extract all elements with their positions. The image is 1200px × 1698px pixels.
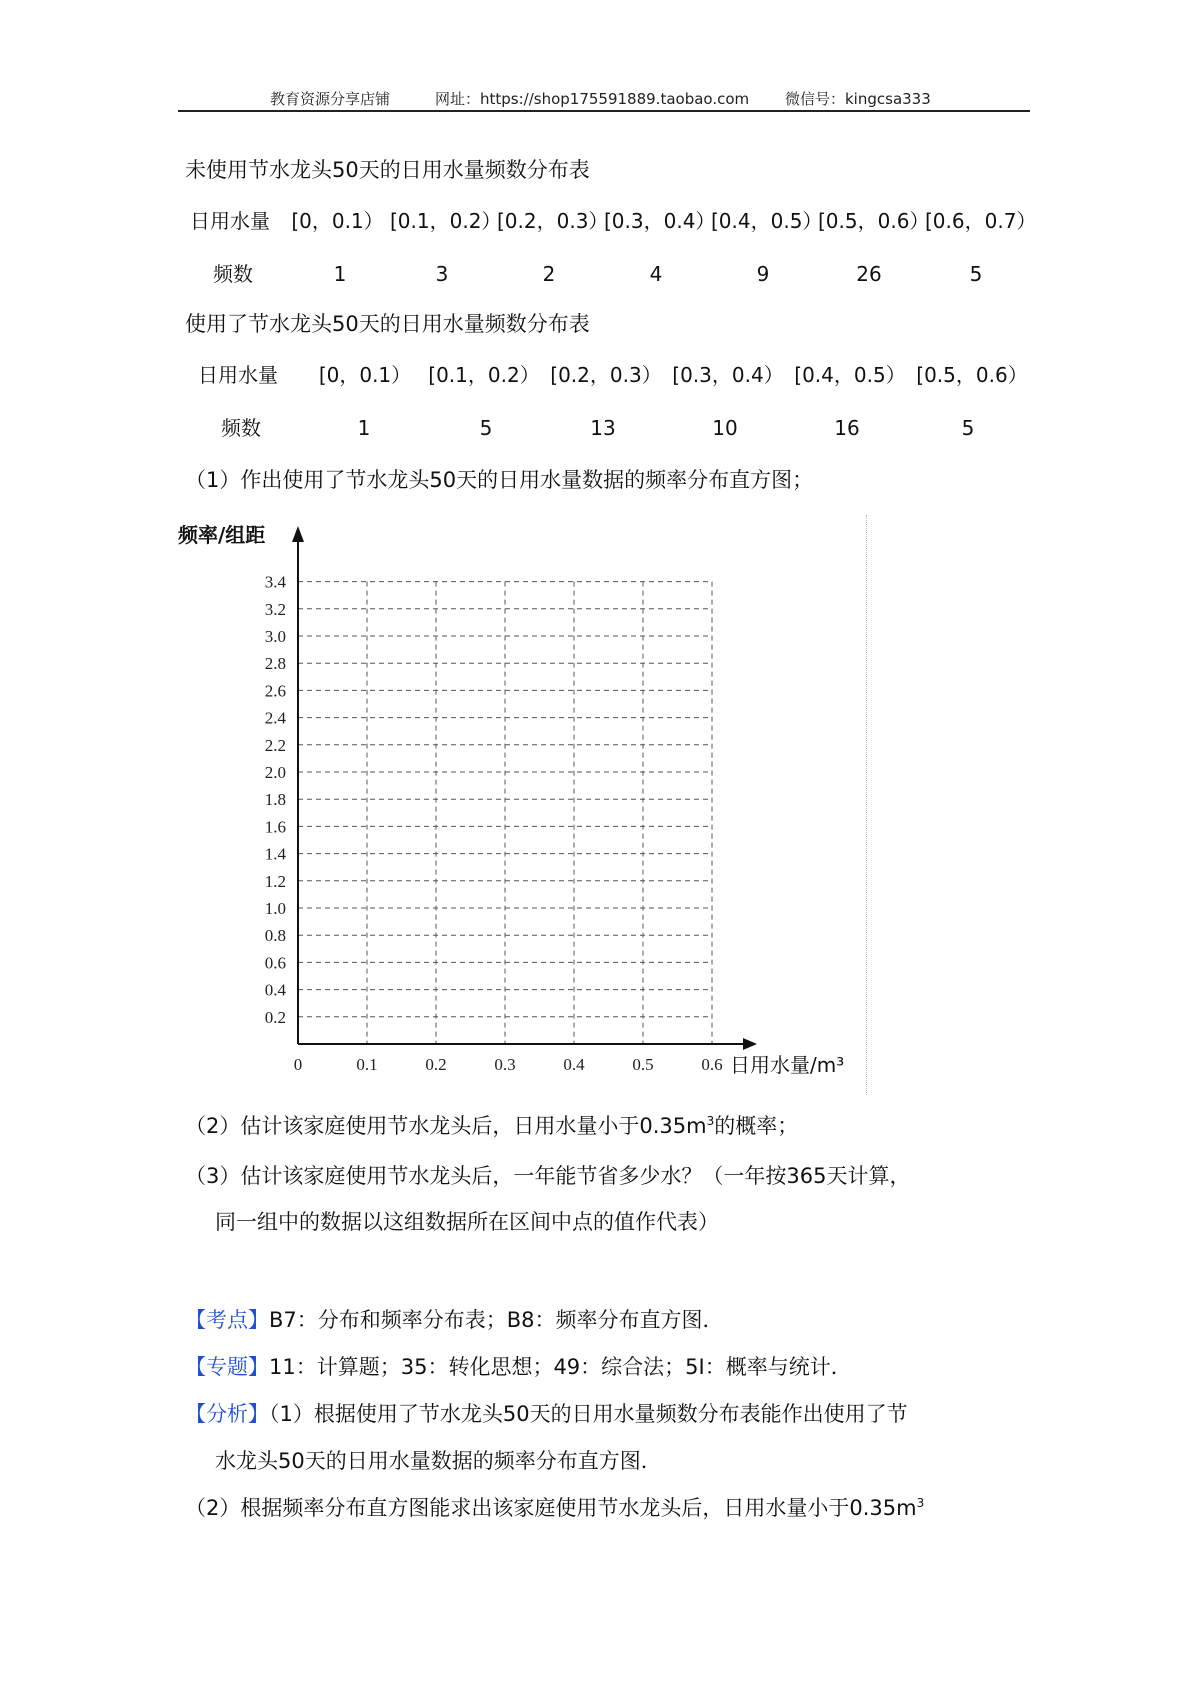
- table1-interval: [0.5，0.6）: [818, 209, 930, 233]
- table2-title: 使用了节水龙头50天的日用水量频数分布表: [185, 312, 590, 336]
- x-tick-label: 0.4: [563, 1055, 585, 1074]
- fenxi-line2: 水龙头50天的日用水量数据的频率分布直方图．: [215, 1449, 662, 1473]
- table1-freq: 2: [542, 262, 556, 286]
- x-tick-label: 0.3: [494, 1055, 516, 1074]
- y-tick-label: 1.8: [264, 790, 286, 810]
- table1-title: 未使用节水龙头50天的日用水量频数分布表: [185, 158, 590, 182]
- table1-interval: [0.2，0.3）: [497, 209, 609, 233]
- header-divider: [178, 110, 1030, 112]
- table2-interval: [0.2，0.3）: [550, 363, 662, 387]
- header-shop: 教育资源分享店铺: [270, 90, 391, 108]
- question-2-text: （2）估计该家庭使用节水龙头后，日用水量小于0.35m: [185, 1114, 707, 1138]
- y-axis-label: 频率/组距: [178, 523, 266, 547]
- table1-freq: 1: [333, 262, 347, 286]
- table2-interval: [0，0.1）: [318, 363, 412, 387]
- x-tick-label: 0.1: [356, 1055, 378, 1074]
- table1-interval: [0，0.1）: [291, 209, 384, 233]
- fenxi-text-1: （1）根据使用了节水龙头50天的日用水量频数分布表能作出使用了节: [269, 1402, 908, 1426]
- histogram-chart: [170, 512, 870, 1092]
- y-tick-label: 1.6: [264, 817, 286, 837]
- question-3-line1: （3）估计该家庭使用节水龙头后，一年能节省多少水？（一年按365天计算，: [185, 1164, 911, 1188]
- question-1: （1）作出使用了节水龙头50天的日用水量数据的频率分布直方图；: [185, 468, 814, 492]
- y-tick-label: 2.6: [264, 681, 286, 701]
- y-tick-label: 3.0: [264, 627, 286, 646]
- y-tick-label: 2.0: [264, 763, 286, 782]
- header-url: 网址：https://shop175591889.taobao.com: [435, 90, 750, 108]
- table2-freq: 16: [834, 416, 860, 440]
- y-tick-label: 0.4: [264, 980, 286, 1000]
- table1-interval: [0.3，0.4）: [604, 209, 716, 233]
- x-tick-label: 0.6: [701, 1055, 723, 1074]
- zhuanti-text: 11：计算题；35：转化思想；49：综合法；5I：概率与统计．: [269, 1355, 852, 1379]
- kaodian-text: B7：分布和频率分布表；B8：频率分布直方图．: [269, 1308, 724, 1332]
- y-tick-label: 2.4: [264, 708, 286, 728]
- table1-freq: 26: [856, 262, 882, 286]
- y-tick-label: 0.6: [264, 953, 286, 973]
- question-2: [185, 1112, 798, 1140]
- question-2-tail: 的概率；: [714, 1114, 799, 1138]
- table1-interval: [0.6，0.7）: [925, 209, 1037, 233]
- table2-row-label: 日用水量: [198, 363, 278, 387]
- table2-freq-label: 频数: [221, 416, 261, 440]
- table1-interval: [0.1，0.2）: [390, 209, 502, 233]
- fenxi-line1: [185, 1400, 908, 1428]
- table2-interval: [0.4，0.5）: [794, 363, 906, 387]
- kaodian-tag: 【考点】: [185, 1308, 269, 1332]
- fenxi-line3: [185, 1494, 924, 1522]
- header-wechat: 微信号：kingcsa333: [785, 90, 931, 108]
- kaodian-line: [185, 1306, 724, 1334]
- table1-freq: 3: [435, 262, 449, 286]
- table1-freq: 4: [649, 262, 663, 286]
- y-tick-label: 0.8: [264, 926, 286, 946]
- table2-interval: [0.3，0.4）: [672, 363, 784, 387]
- table2-interval: [0.1，0.2）: [428, 363, 540, 387]
- table1-freq: 9: [756, 262, 770, 286]
- y-tick-label: 1.4: [264, 844, 286, 864]
- table1-freq-label: 频数: [213, 262, 253, 286]
- fenxi-text-3: （2）根据频率分布直方图能求出该家庭使用节水龙头后，日用水量小于0.35m: [185, 1496, 917, 1520]
- question-2-sup: 3: [706, 1114, 715, 1128]
- y-axis-arrow: [292, 526, 304, 542]
- x-axis-arrow: [743, 1038, 757, 1050]
- table1-freq: 5: [969, 262, 983, 286]
- table1-interval: [0.4，0.5）: [711, 209, 823, 233]
- zhuanti-tag: 【专题】: [185, 1355, 269, 1379]
- y-tick-label: 2.2: [264, 735, 286, 755]
- x-tick-label: 0.2: [425, 1055, 447, 1074]
- table2-freq: 1: [357, 416, 371, 440]
- table2-freq: 5: [961, 416, 975, 440]
- question-3-line2: 同一组中的数据以这组数据所在区间中点的值作代表）: [215, 1210, 719, 1234]
- table2-freq: 10: [712, 416, 738, 440]
- table2-interval: [0.5，0.6）: [916, 363, 1028, 387]
- y-tick-label: 0.2: [264, 1007, 286, 1027]
- y-tick-label: 1.0: [264, 899, 286, 918]
- zhuanti-line: [185, 1353, 852, 1381]
- x-tick-label: 0.5: [632, 1055, 654, 1074]
- x-tick-label: 0: [293, 1055, 303, 1074]
- y-tick-label: 3.2: [264, 599, 286, 619]
- table1-row-label: 日用水量: [190, 209, 270, 233]
- y-tick-label: 3.4: [264, 572, 286, 592]
- fenxi-tag: 【分析】: [185, 1402, 269, 1426]
- y-tick-label: 2.8: [264, 654, 286, 674]
- x-axis-label: 日用水量/m³: [730, 1053, 845, 1077]
- table2-freq: 13: [590, 416, 616, 440]
- fenxi-sup: 3: [916, 1496, 925, 1510]
- y-tick-label: 1.2: [264, 871, 286, 891]
- table2-freq: 5: [479, 416, 493, 440]
